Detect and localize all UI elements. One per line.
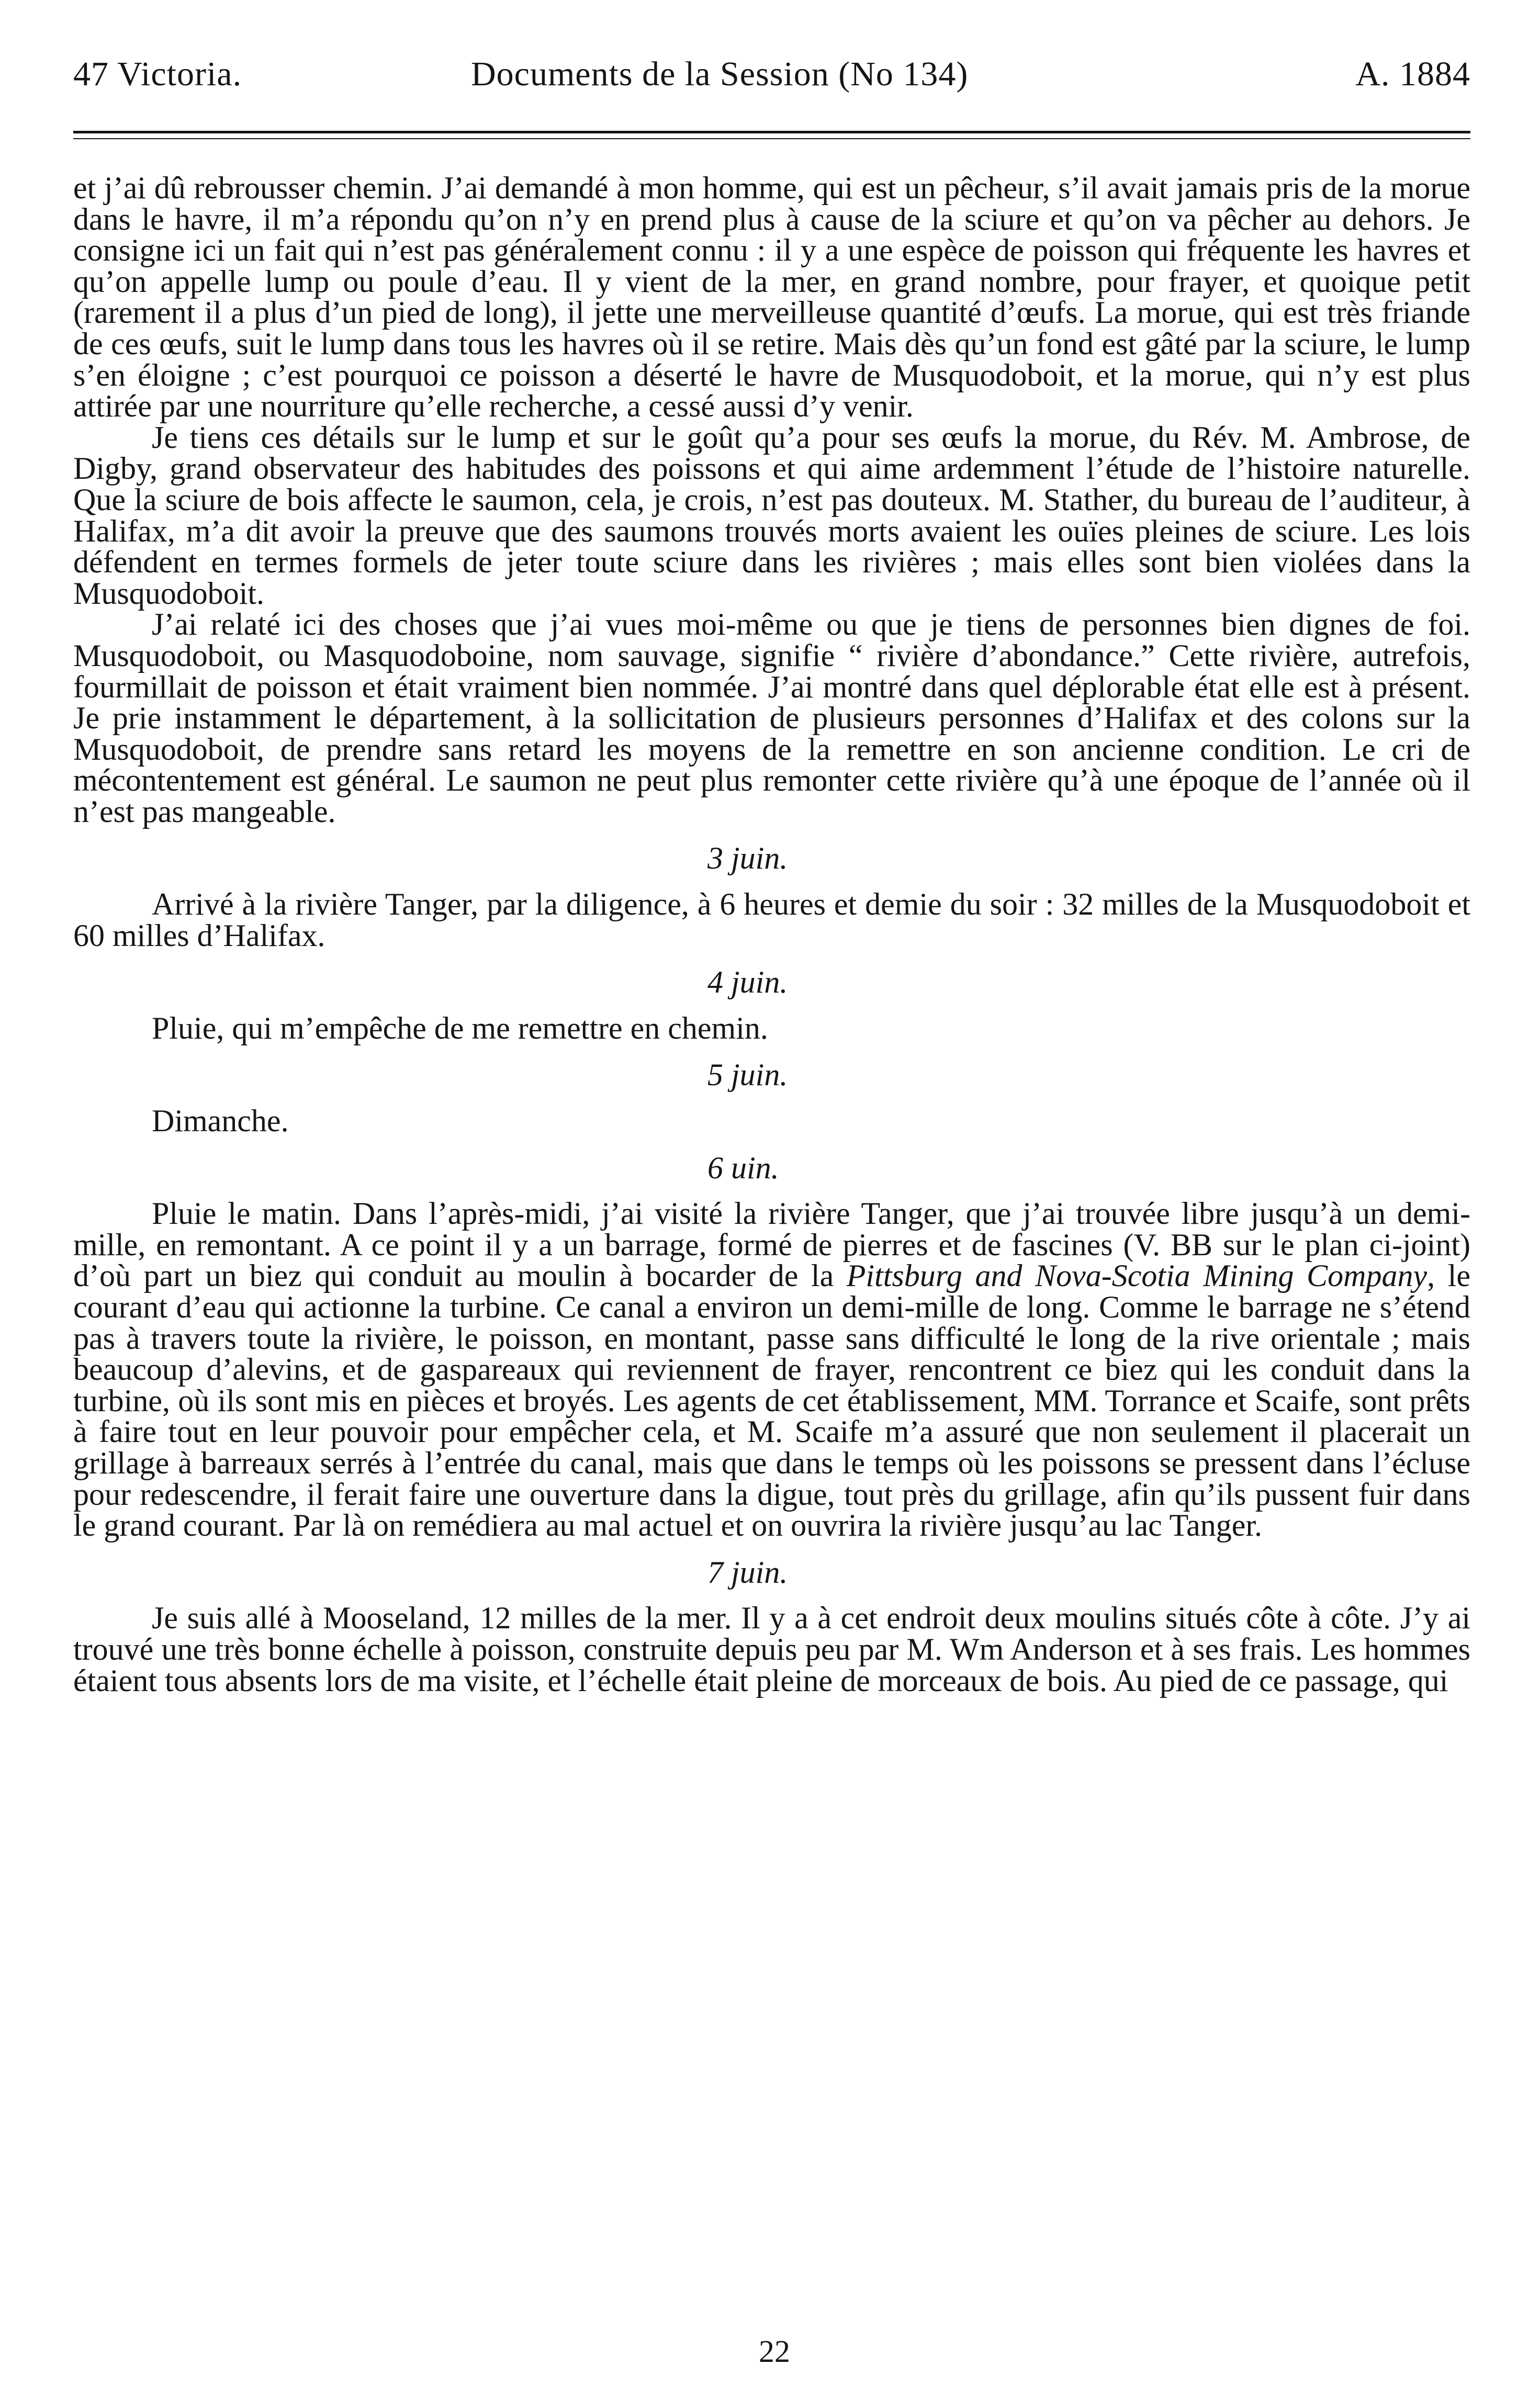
paragraph: Je tiens ces détails sur le lump et sur le goût qu’a pour ses œufs la morue, du Rév. M. Ambrose, de Digby, grand observateur des habitudes des poissons et qui aime ardemment l’étude de l’histoire naturelle. Que la sciure de bois affecte le saumon, cela, je crois, n’est pas douteux. M. Stather, du bureau de l’auditeur, à Halifax, m’a dit avoir la preuve que des saumons trouvés morts avaient les ouïes pleines de sciure. Les lois défendent en termes formels de jeter toute sciure dans les rivières ; mais elles sont bien violées dans la Musquodoboit. — [73, 420, 1470, 611]
date-heading: 7 juin. — [707, 1555, 788, 1590]
header-rule-thick — [73, 131, 1470, 133]
paragraph — [73, 1198, 1470, 1541]
paragraph: J’ai relaté ici des choses que j’ai vues moi-même ou que je tiens de personnes bien dignes de foi. Musquodoboit, ou Masquodoboine, nom sauvage, signifie “ rivière d’abondance.” Cette rivière, autrefois, fourmillait de poisson et était vraiment bien nommée. J’ai montré dans quel déplorable état elle est à présent. Je prie instamment le département, à la sollicitation de plusieurs personnes d’Halifax et des colons sur la Musquodoboit, de prendre sans retard les moyens de la remettre en son ancienne condition. Le cri de mécontentement est général. Le saumon ne peut plus remonter cette rivière qu’à une époque de l’année où il n’est pas mangeable. — [73, 607, 1470, 829]
header-left: 47 Victoria. — [73, 55, 242, 93]
header-right: A. 1884 — [1355, 55, 1470, 93]
header-center: Documents de la Session (No 134) — [471, 55, 969, 93]
paragraph: Arrivé à la rivière Tanger, par la diligence, à 6 heures et demie du soir : 32 milles de la Musquodoboit et 60 milles d’Halifax. — [73, 887, 1470, 953]
date-heading: 3 juin. — [707, 841, 788, 876]
running-head — [73, 54, 1470, 102]
paragraph: Je suis allé à Mooseland, 12 milles de la mer. Il y a à cet endroit deux moulins situés côte à côte. J’y ai trouvé une très bonne échelle à poisson, construite depuis peu par M. Wm Anderson et à ses frais. Les hommes étaient tous absents lors de ma visite, et l’échelle était pleine de morceaux de bois. Au pied de ce passage, qui — [73, 1601, 1470, 1698]
page-number: 22 — [759, 2334, 790, 2369]
company-name: Pittsburg and Nova-Scotia Mining Company — [846, 1258, 1427, 1293]
date-heading: 4 juin. — [707, 965, 788, 1000]
paragraph: Pluie, qui m’empêche de me remettre en chemin. — [152, 1010, 768, 1045]
date-heading: 5 juin. — [707, 1057, 788, 1093]
date-heading: 6 uin. — [707, 1150, 779, 1185]
paragraph-part: Pluie le matin. Dans l’après-midi, j’ai visité la rivière Tanger, que j’ai trouvée libre jusqu’à un demi-mille, en remontant. A ce point il y a un barrage, formé de pierres et de fascines (V. BB sur le plan ci-joint) d’où part un biez qui conduit au moulin à bocarder de la — [73, 1196, 1470, 1293]
header-rule-thin — [73, 138, 1470, 139]
paragraph: et j’ai dû rebrousser chemin. J’ai demandé à mon homme, qui est un pêcheur, s’il avait jamais pris de la morue dans le havre, il m’a répondu qu’on n’y en prend plus à cause de la sciure et qu’on va pêcher au dehors. Je consigne ici un fait qui n’est pas généralement connu : il y a une espèce de poisson qui fréquente les havres et qu’on appelle lump ou poule d’eau. Il y vient de la mer, en grand nombre, pour frayer, et quoique petit (rarement il a plus d’un pied de long), il jette une merveilleuse quantité d’œufs. La morue, qui est très friande de ces œufs, suit le lump dans tous les havres où il se retire. Mais dès qu’un fond est gâté par la sciure, le lump s’en éloigne ; c’est pourquoi ce poisson a déserté le havre de Musquodoboit, et la morue, qui n’y est plus attirée par une nourriture qu’elle recherche, a cessé aussi d’y venir. — [73, 171, 1470, 424]
paragraph-part: , le courant d’eau qui actionne la turbine. Ce canal a environ un demi-mille de long. Comme le barrage ne s’étend pas à travers toute la rivière, le poisson, en montant, passe sans difficulté le long de la rive orientale ; mais beaucoup d’alevins, et de gaspareaux qui reviennent de frayer, rencontrent ce biez qui les conduit dans la turbine, où ils sont mis en pièces et broyés. Les agents de cet établissement, MM. Torrance et Scaife, sont prêts à faire tout en leur pouvoir pour empêcher cela, et M. Scaife m’a assuré que non seulement il placerait un grillage à barreaux serrés à l’entrée du canal, mais que dans le temps où les poissons se pressent dans l’écluse pour redescendre, il ferait faire une ouverture dans la digue, tout près du grillage, afin qu’ils pussent fuir dans le grand courant. Par là on remédiera au mal actuel et on ouvrira la rivière jusqu’au lac Tanger. — [73, 1258, 1470, 1543]
body-text — [73, 173, 1470, 1696]
paragraph: Dimanche. — [152, 1104, 289, 1139]
